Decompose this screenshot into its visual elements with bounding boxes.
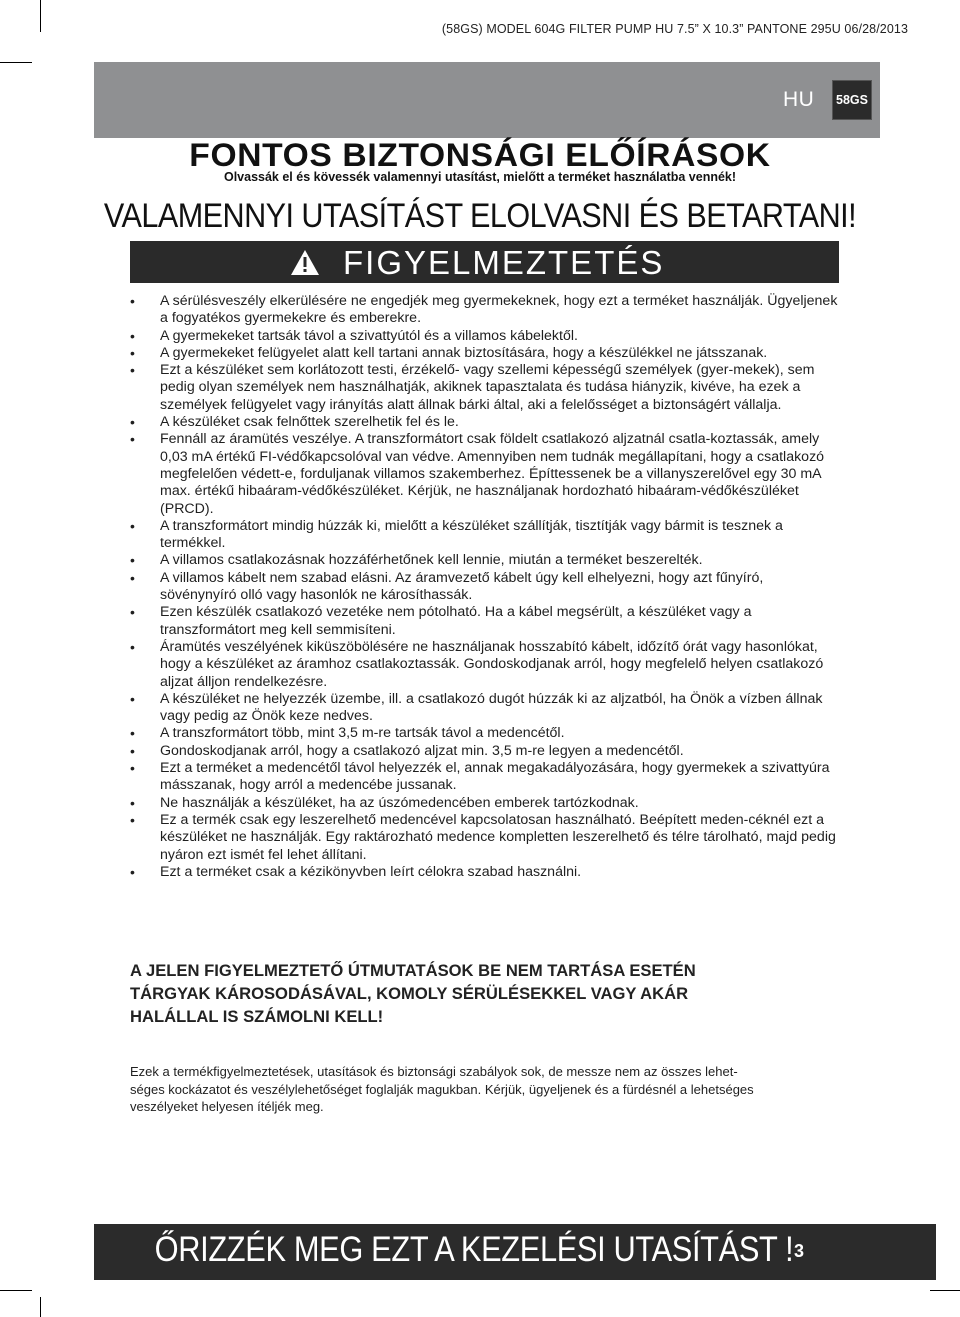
list-item: • Ezt a terméket a medencétől távol helyezzék el, annak megakadályozására, hogy gyermekek a szivattyúra másszanak, hogy arról a medencébe jussanak. — [130, 760, 842, 795]
list-item: • Fennáll az áramütés veszélye. A transzformátort csak földelt csatlakozó aljzatnál csatla-koztassák, amely 0,03 mA értékű FI-védőkapcsolóval van védve. Amennyiben nem tudnák megállapítani, hogy a csatlakozó megfelelően védett-e, forduljanak villamos szakemberhez. Építtessenek be a villanyszerelővel egy 30 mA max. értékű hibaáram-védőkészüléket. Kérjük, ne használjanak hordozható hibaáram-védőkészüléket (PRCD). — [130, 431, 842, 517]
list-item: • A gyermekeket tartsák távol a szivattyútól és a villamos kábelektől. — [130, 328, 842, 345]
warning-banner — [130, 241, 839, 283]
warning-label: FIGYELMEZTETÉS — [343, 244, 665, 281]
crop-mark — [40, 0, 41, 32]
list-item: • A transzformátort több, mint 3,5 m-re tartsák távol a medencétől. — [130, 725, 842, 742]
list-item: • Ne használják a készüléket, ha az úszómedencében emberek tartózkodnak. — [130, 795, 842, 812]
summary-line: veszélyeket helyesen ítéljék meg. — [130, 1099, 324, 1114]
consequence-line: A JELEN FIGYELMEZTETŐ ÚTMUTATÁSOK BE NEM TARTÁSA ESETÉN — [130, 961, 696, 980]
crop-mark — [40, 1297, 41, 1317]
read-all-heading: VALAMENNYI UTASÍTÁST ELOLVASNI ÉS BETARTANI! — [103, 197, 857, 235]
safety-bullet-list — [130, 293, 842, 881]
list-item: • Gondoskodjanak arról, hogy a csatlakozó aljzat min. 3,5 m-re legyen a medencétől. — [130, 743, 842, 760]
footer-banner — [94, 1224, 936, 1280]
page-subtitle: Olvassák el és kövessék valamennyi utasítást, mielőtt a terméket használatba vennék! — [223, 170, 737, 184]
list-item: • Ezt a készüléket sem korlátozott testi, érzékelő- vagy szellemi képességű személyek (gyer-mekek), sem pedig olyan személyek nem használhatják, akiknek tapasztalata és tudása hiányzik, kivéve, ha ezek a személyek felügyelet vagy irányítás alatt állnak bárki által, aki a felelősséget a biztonságért vállalja. — [130, 362, 842, 414]
warning-triangle-icon — [290, 249, 320, 276]
crop-mark — [0, 1290, 32, 1291]
consequence-warning — [130, 959, 830, 1028]
consequence-line: HALÁLLAL IS SZÁMOLNI KELL! — [130, 1007, 384, 1026]
list-item: • Ezen készülék csatlakozó vezetéke nem pótolható. Ha a kábel megsérült, a készüléket vagy a transzformátort meg kell semmisíteni. — [130, 604, 842, 639]
list-item: • A sérülésveszély elkerülésére ne engedjék meg gyermekeknek, hogy ezt a terméket használják. Ügyeljenek a fogyatékos gyermekekre és emberekre. — [130, 293, 842, 328]
list-item: • A készüléket csak felnőttek szerelhetik fel és le. — [130, 414, 842, 431]
page-number: 3 — [794, 1241, 805, 1261]
print-header: (58GS) MODEL 604G FILTER PUMP HU 7.5” X 10.3” PANTONE 295U 06/28/2013 — [441, 22, 908, 36]
list-item: • A transzformátort mindig húzzák ki, mielőtt a készüléket szállítják, tisztítják vagy bármit is tesznek a termékkel. — [130, 518, 842, 553]
consequence-line: TÁRGYAK KÁROSODÁSÁVAL, KOMOLY SÉRÜLÉSEKKEL VAGY AKÁR — [130, 984, 689, 1003]
language-code: HU — [783, 88, 815, 111]
crop-mark — [930, 1290, 960, 1291]
list-item: • Ezt a terméket csak a kézikönyvben leírt célokra szabad használni. — [130, 864, 842, 881]
list-item: • A villamos csatlakozásnak hozzáférhetőnek kell lennie, miután a terméket beszerelték. — [130, 552, 842, 569]
list-item: • A gyermekeket felügyelet alatt kell tartani annak biztosítására, hogy a készülékkel ne játsszanak. — [130, 345, 842, 362]
summary-line: Ezek a termékfigyelmeztetések, utasítások és biztonsági szabályok sok, de messze nem az összes lehet- — [130, 1064, 738, 1079]
list-item: • Ez a termék csak egy leszerelhető medencével kapcsolatosan használható. Beépített meden-céknél ezt a készüléket ne használják. Egy raktározható medence kompletten leszerelhető és télre tárolható, majd pedig nyáron ezt ismét fel lehet állítani. — [130, 812, 842, 864]
list-item: • A villamos kábelt nem szabad elásni. Az áramvezető kábelt úgy kell elhelyezni, hogy azt fűnyíró, sövénynyíró olló vagy hasonlók ne károsíthassák. — [130, 570, 842, 605]
list-item: • Áramütés veszélyének kiküszöbölésére ne használjanak hosszabító kábelt, időzítő órát vagy hasonlókat, hogy a készüléket az áramhoz csatlakoztassák. Gondoskodjanak arról, hogy megfelelő helyen csatlakozó aljzat álljon rendelkezésre. — [130, 639, 842, 691]
summary-line: séges kockázatot és veszélylehetőséget foglalják magukban. Kérjük, ügyeljenek és a fürdésnél a lehetséges — [130, 1081, 754, 1097]
summary-paragraph — [130, 1063, 840, 1116]
list-item: • A készüléket ne helyezzék üzembe, ill. a csatlakozó dugót húzzák ki az aljzatból, ha Önök a vízben állnak vagy pedig az Önök keze nedves. — [130, 691, 842, 726]
brand-badge: 58GS — [832, 80, 872, 120]
footer-text: ŐRIZZÉK MEG EZT A KEZELÉSI UTASÍTÁST ! — [154, 1230, 794, 1269]
page-title: FONTOS BIZTONSÁGI ELŐÍRÁSOK — [189, 137, 771, 173]
crop-mark — [0, 62, 32, 63]
